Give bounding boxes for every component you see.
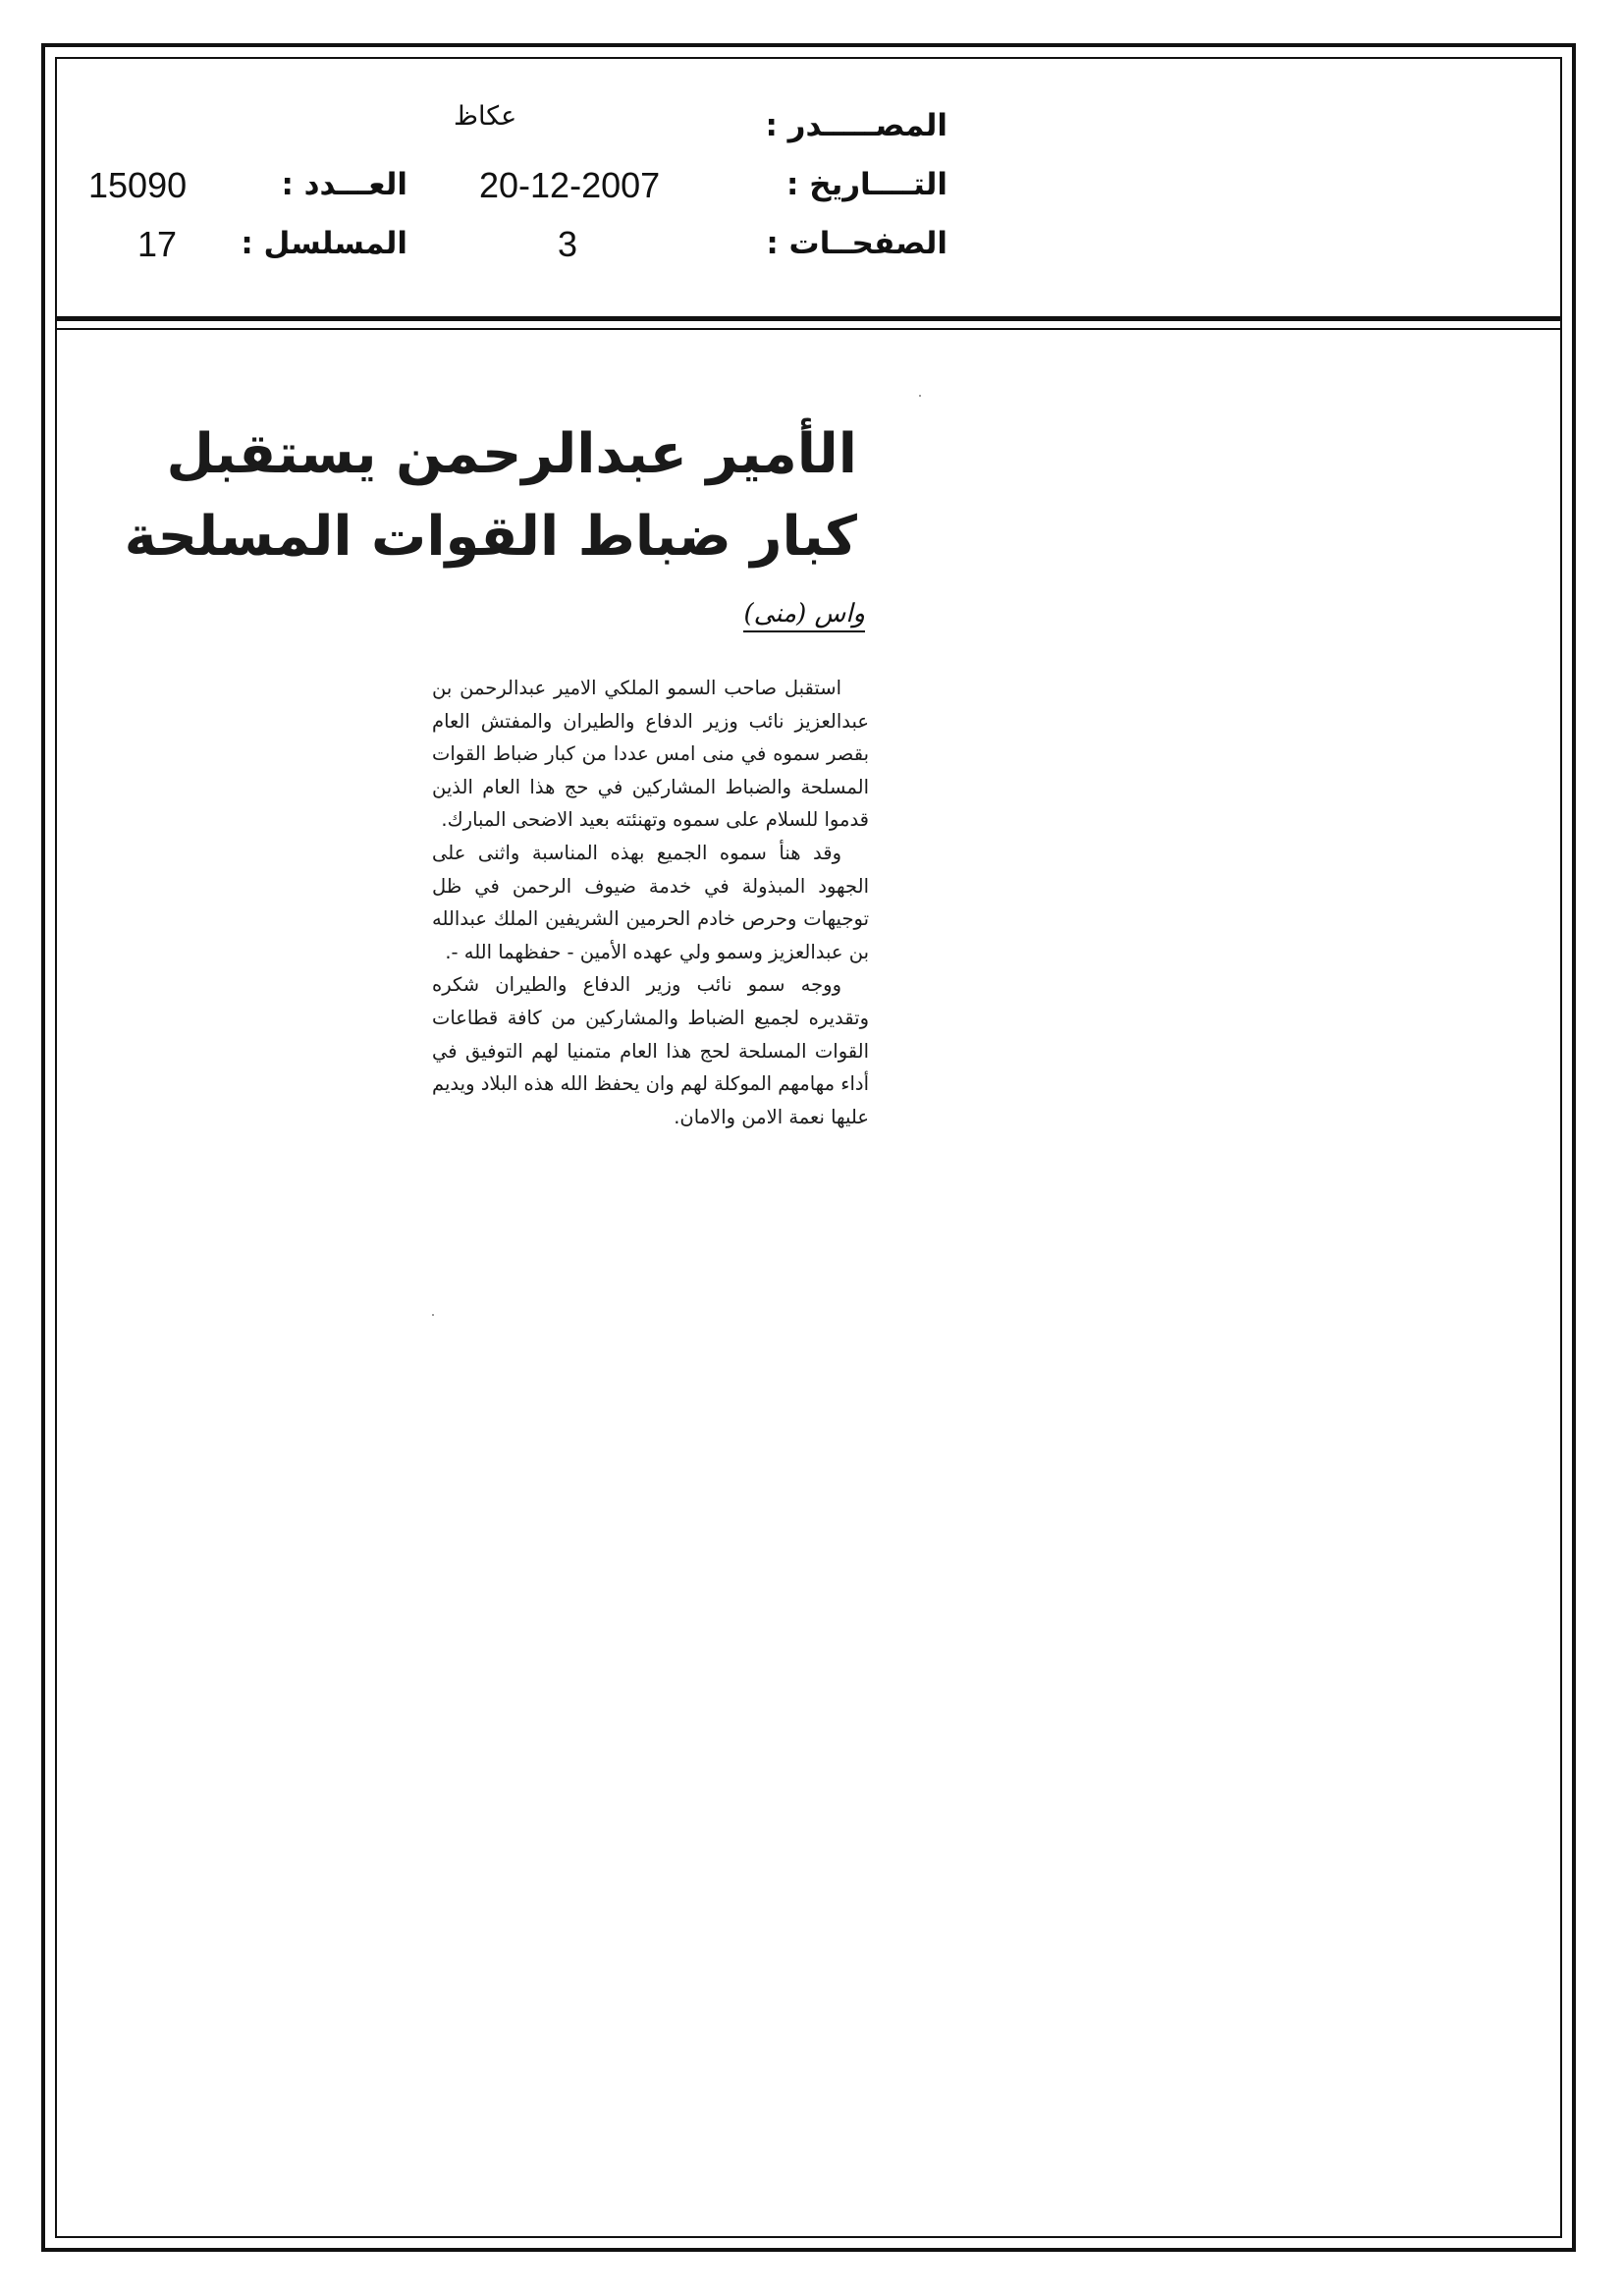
article-paragraph-1: استقبل صاحب السمو الملكي الامير عبدالرحمن بن عبدالعزيز نائب وزير الدفاع والطيران والمفتش العام بقصر سموه في منى امس عددا من كبار ضباط القوات المسلحة والضباط المشاركين في حج هذا العام الذين قدموا للسلام على سموه وتهنئته بعيد الاضحى المبارك.	[432, 677, 869, 832]
clipping-mark	[432, 1314, 434, 1316]
article-paragraph-3: ووجه سمو نائب وزير الدفاع والطيران شكره وتقديره لجميع الضباط والمشاركين من كافة قطاعات القوات المسلحة لحج هذا العام متمنيا لهم التوفيق في أداء مهامهم الموكلة لهم وان يحفظ الله هذه البلاد ويديم عليها نعمة الامن والامان.	[432, 973, 869, 1128]
article-body	[432, 672, 869, 1133]
source-label: المصـــــدر :	[765, 108, 947, 143]
headline-line-1: الأمير عبدالرحمن يستقبل	[166, 422, 857, 486]
date-value: 20-12-2007	[479, 165, 661, 205]
byline: واس (منى)	[743, 599, 865, 632]
date-label: التــــاريخ :	[786, 167, 947, 202]
serial-label: المسلسل :	[241, 226, 407, 261]
header-divider-thin	[55, 328, 1562, 330]
headline-line-2: كبار ضباط القوات المسلحة	[124, 505, 857, 569]
clipping-mark	[919, 395, 921, 397]
article-paragraph-2: وقد هنأ سموه الجميع بهذه المناسبة واثنى على الجهود المبذولة في خدمة ضيوف الرحمن في ظل توجيهات وحرص خادم الحرمين الشريفين الملك عبدالله بن عبدالعزيز وسمو ولي عهده الأمين - حفظهما الله -.	[432, 841, 869, 963]
page-inner-border	[55, 57, 1562, 2238]
issue-value: 15090	[88, 165, 188, 205]
source-value: عكاظ	[454, 101, 517, 132]
serial-value: 17	[137, 224, 178, 264]
pages-label: الصفحــات :	[766, 226, 947, 261]
header-divider-thick	[55, 316, 1562, 321]
issue-label: العـــدد :	[281, 167, 407, 202]
pages-value: 3	[558, 224, 578, 264]
